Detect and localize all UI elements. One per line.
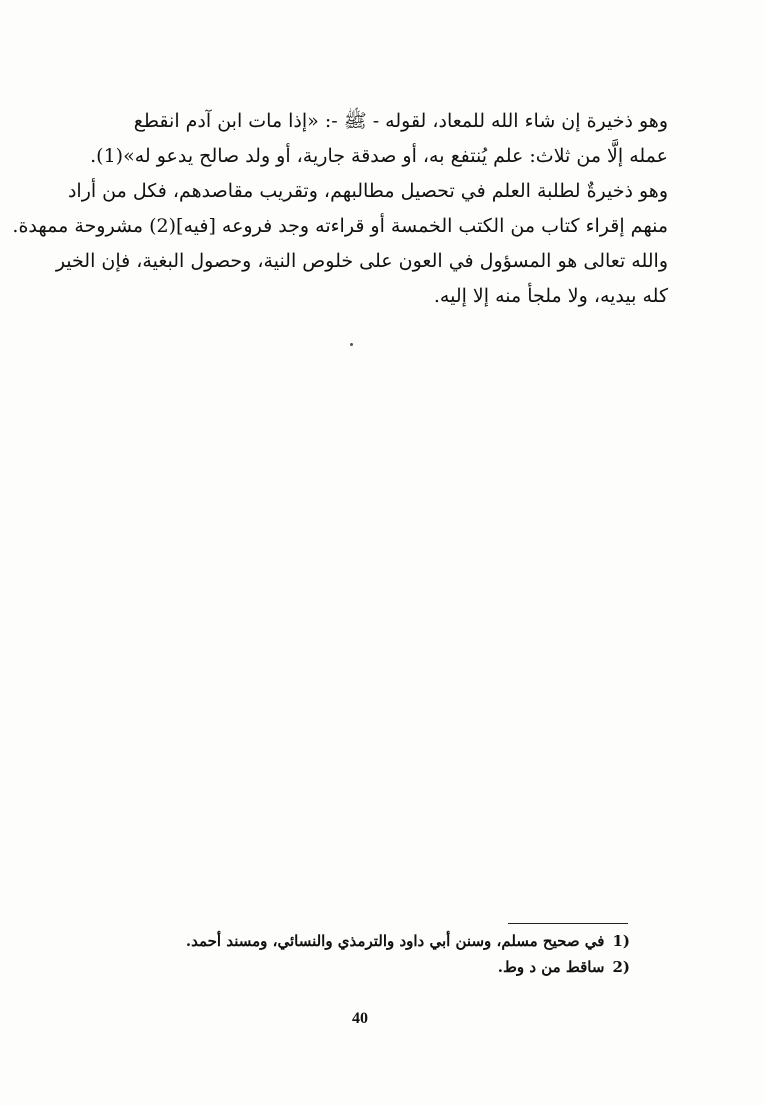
footnote-item [185,928,630,954]
text-line: منهم إقراء كتاب من الكتب الخمسة أو قراءته وجد فروعه [فيه](2) مشروحة ممهدة. [12,215,668,237]
footnote-text: ساقط من د وط. [497,958,605,976]
footnote-number: 1) [612,932,630,950]
main-text [12,104,668,314]
footnote-text: في صحيح مسلم، وسنن أبي داود والترمذي والنسائي، ومسند أحمد. [185,932,605,950]
footnote-item [210,954,630,980]
text-line: والله تعالى هو المسؤول في العون على خلوص النية، وحصول البغية، فإن الخير [55,250,668,272]
page-number: 40 [352,1010,368,1027]
footnote-separator [508,923,628,924]
text-line: كله بيديه، ولا ملجأ منه إلا إليه. [433,285,668,307]
text-line: وهو ذخيرةٌ لطلبة العلم في تحصيل مطالبهم، وتقريب مقاصدهم، فكل من أراد [67,180,668,202]
scan-speck [350,343,353,346]
text-line: وهو ذخيرة إن شاء الله للمعاد، لقوله - ﷺ -: «إذا مات ابن آدم انقطع [133,110,668,132]
footnote-number: 2) [612,958,630,976]
footnotes [185,928,630,980]
text-line: عمله إلَّا من ثلاث: علم يُنتفع به، أو صدقة جارية، أو ولد صالح يدعو له»(1). [90,145,668,167]
